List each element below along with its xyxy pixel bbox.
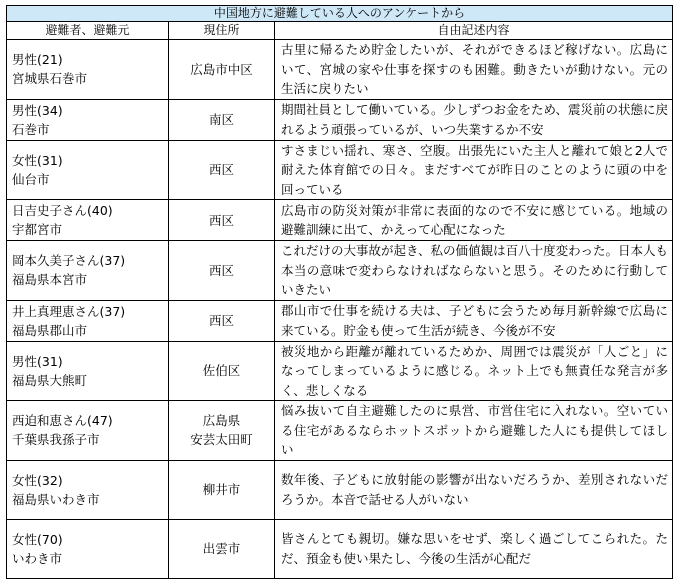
evacuee-origin: 福島県郡山市 xyxy=(12,322,88,338)
evacuee-name: 男性(34) xyxy=(12,102,63,118)
residence-line: 西区 xyxy=(208,162,234,178)
comment-cell: 郡山市で仕事を続ける夫は、子どもに会うため毎月新幹線で広島に来ている。貯金も使って生活が続き、今後が不安 xyxy=(275,300,673,341)
table-row xyxy=(7,460,673,519)
comment-cell: 悩み抜いて自主避難したのに県営、市営住宅に入れない。空いている住宅があるならホットスポットから避難した人にも提供してほしい xyxy=(275,401,673,461)
comment-cell: 広島市の防災対策が非常に表面的なので不安に感じている。地域の避難訓練に出て、かえって心配になった xyxy=(275,200,673,241)
evacuee-origin: 石巻市 xyxy=(12,121,50,137)
table-row xyxy=(7,40,673,100)
residence-cell xyxy=(169,300,275,341)
table-row xyxy=(7,341,673,401)
evacuee-name: 岡本久美子さん(37) xyxy=(12,253,126,269)
residence-line: 広島県 xyxy=(202,413,241,429)
residence-cell xyxy=(169,241,275,301)
evacuee-name: 女性(70) xyxy=(12,531,63,547)
evacuee-name: 日吉史子さん(40) xyxy=(12,203,113,218)
evacuee-origin: 福島県いわき市 xyxy=(12,491,100,507)
evacuee-name: 井上真理恵さん(37) xyxy=(12,303,126,319)
table-row xyxy=(7,519,673,578)
comment-cell: これだけの大事故が起き、私の価値観は百八十度変わった。日本人も本当の意味で変わらなければならないと思う。そのために行動していきたい xyxy=(275,241,673,301)
residence-cell xyxy=(169,460,275,519)
residence-cell xyxy=(169,99,275,140)
evacuee-origin: 仙台市 xyxy=(12,171,50,187)
table-row xyxy=(7,140,673,200)
evacuee-name: 男性(21) xyxy=(12,52,63,68)
evacuee-cell xyxy=(7,200,169,241)
residence-cell xyxy=(169,40,275,100)
residence-line: 佐伯区 xyxy=(202,363,241,379)
comment-cell: 古里に帰るため貯金したいが、それができるほど稼げない。広島にいて、宮城の家や仕事を探すのも困難。動きたいが動けない。元の生活に戻りたい xyxy=(275,40,673,100)
residence-cell xyxy=(169,341,275,401)
residence-line: 南区 xyxy=(208,112,234,127)
evacuee-name: 西迫和恵さん(47) xyxy=(12,413,113,429)
evacuee-cell xyxy=(7,300,169,341)
evacuee-origin: 福島県本宮市 xyxy=(12,272,88,288)
comment-cell: 数年後、子どもに放射能の影響が出ないだろうか、差別されないだろうか。本音で話せる人がいない xyxy=(275,460,673,519)
residence-line: 広島市中区 xyxy=(190,61,253,77)
evacuee-origin: いわき市 xyxy=(12,550,63,566)
table-title: 中国地方に避難している人へのアンケートから xyxy=(7,6,673,22)
header-comment: 自由記述内容 xyxy=(275,22,673,40)
table-row xyxy=(7,200,673,241)
evacuee-origin: 福島県大熊町 xyxy=(12,372,88,388)
evacuee-cell xyxy=(7,241,169,301)
survey-table xyxy=(6,5,673,579)
table-row xyxy=(7,99,673,140)
table-row xyxy=(7,241,673,301)
evacuee-cell xyxy=(7,460,169,519)
evacuee-name: 男性(31) xyxy=(12,353,63,369)
residence-cell xyxy=(169,401,275,461)
table-body xyxy=(7,40,673,579)
comment-cell: すさまじい揺れ、寒さ、空腹。出張先にいた主人と離れて娘と2人で耐えた体育館での日々。まだすべてが昨日のことのように頭の中を回っている xyxy=(275,140,673,200)
evacuee-name: 女性(32) xyxy=(12,472,63,488)
residence-cell xyxy=(169,200,275,241)
survey-sheet xyxy=(6,5,672,579)
evacuee-cell xyxy=(7,40,169,100)
evacuee-cell xyxy=(7,99,169,140)
evacuee-origin: 宇都宮市 xyxy=(12,222,63,237)
table-row xyxy=(7,300,673,341)
header-evacuee: 避難者、避難元 xyxy=(7,22,169,40)
evacuee-cell xyxy=(7,341,169,401)
residence-cell xyxy=(169,140,275,200)
header-residence: 現住所 xyxy=(169,22,275,40)
evacuee-name: 女性(31) xyxy=(12,152,63,168)
evacuee-cell xyxy=(7,401,169,461)
comment-cell: 期間社員として働いている。少しずつお金をため、震災前の状態に戻れるよう頑張っているが、いつ失業するか不安 xyxy=(275,99,673,140)
residence-line: 西区 xyxy=(208,212,234,228)
residence-line: 西区 xyxy=(208,313,234,328)
title-row xyxy=(7,6,673,22)
evacuee-cell xyxy=(7,140,169,200)
evacuee-cell xyxy=(7,519,169,578)
table-row xyxy=(7,401,673,461)
residence-line: 西区 xyxy=(208,262,234,278)
comment-cell: 皆さんとても親切。嫌な思いをせず、楽しく過ごしてこられた。ただ、預金も使い果たし、今後の生活が心配だ xyxy=(275,519,673,578)
residence-line: 安芸太田町 xyxy=(190,432,253,448)
residence-cell xyxy=(169,519,275,578)
residence-line: 柳井市 xyxy=(202,482,241,497)
residence-line: 出雲市 xyxy=(202,541,241,556)
evacuee-origin: 宮城県石巻市 xyxy=(12,71,88,87)
comment-cell: 被災地から距離が離れているためか、周囲では震災が「人ごと」になってしまっているように感じる。ネット上でも無責任な発言が多く、悲しくなる xyxy=(275,341,673,401)
header-row xyxy=(7,22,673,40)
evacuee-origin: 千葉県我孫子市 xyxy=(12,432,100,448)
